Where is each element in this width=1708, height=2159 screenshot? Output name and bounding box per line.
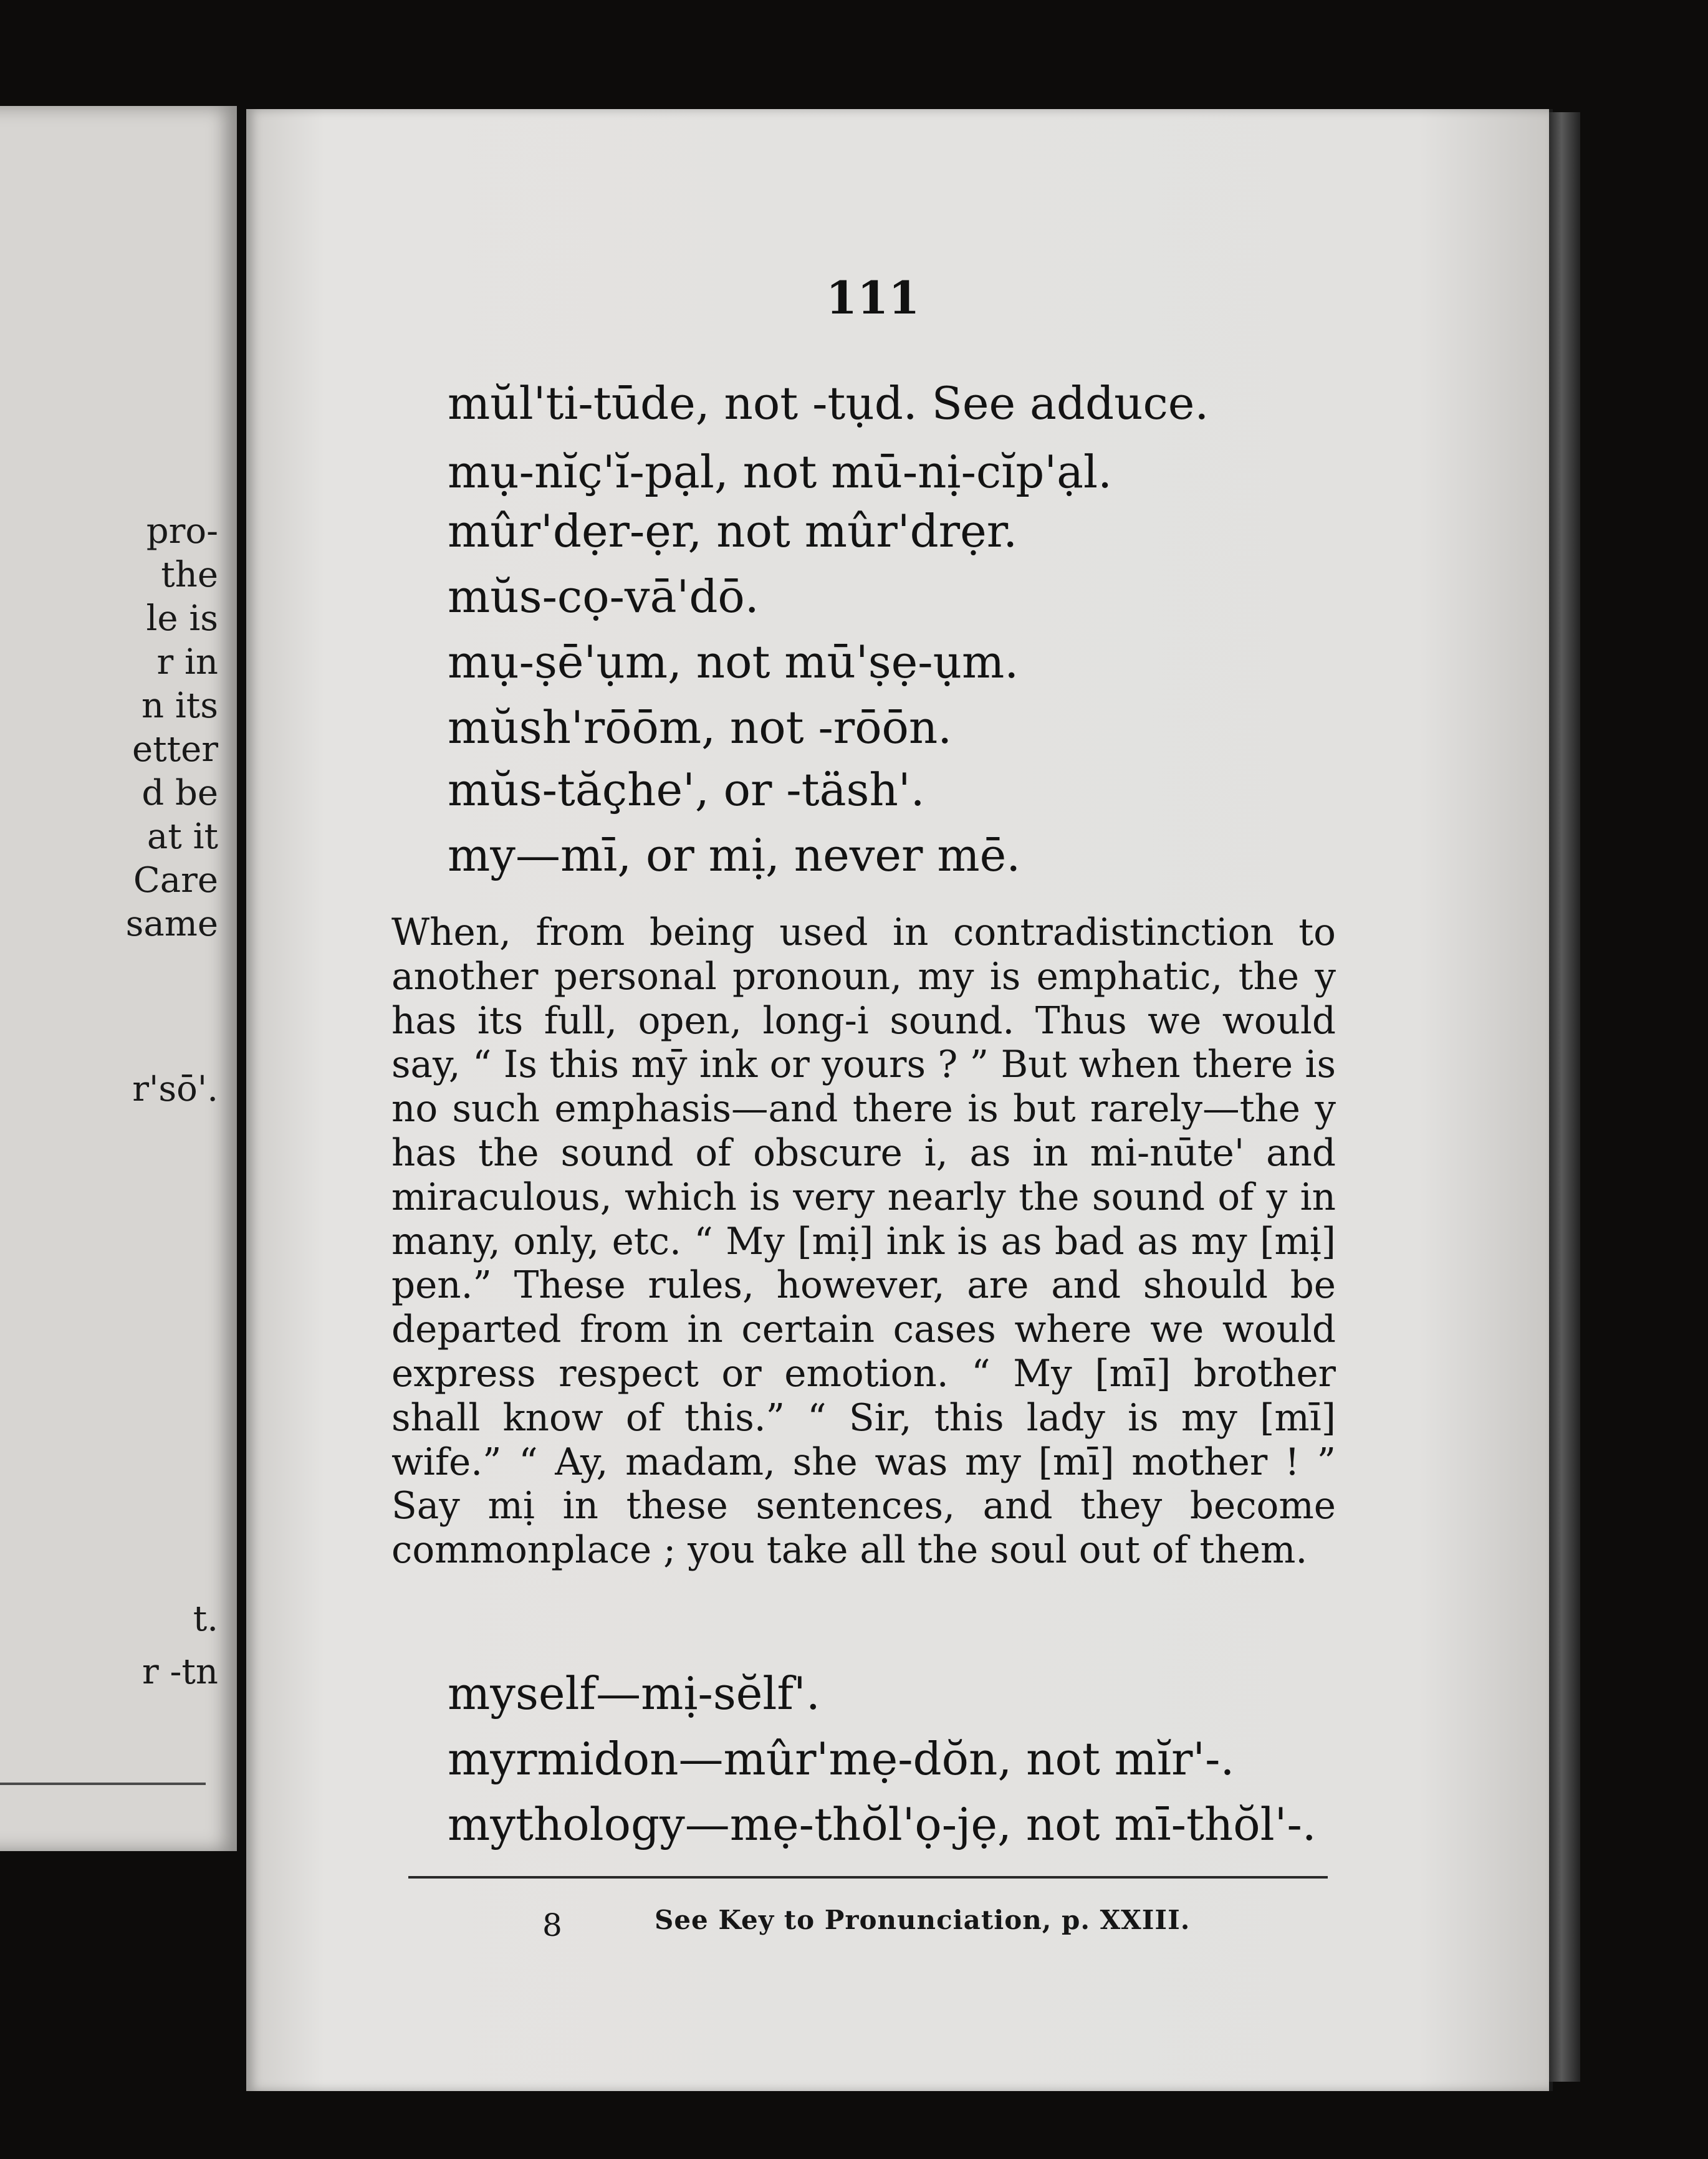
signature-mark: 8 — [542, 1907, 562, 1943]
left-page — [0, 106, 237, 1851]
dictionary-entry: mŭs-cọ-vā'dō. — [448, 570, 759, 623]
book-edge — [1549, 112, 1580, 2082]
left-page-fragment: r in — [156, 642, 218, 682]
left-page-fragment: etter — [132, 729, 218, 770]
dictionary-entry: mŭs-tăçhe', or -täsh'. — [448, 764, 925, 816]
dictionary-entry: myself—mị-sĕlf'. — [448, 1667, 820, 1720]
left-page-fragment: pro- — [146, 511, 218, 552]
left-page-fragment: same — [125, 904, 218, 944]
left-page-fragment: d be — [142, 773, 218, 813]
footer-rule — [408, 1876, 1328, 1879]
left-page-fragment: the — [161, 555, 218, 595]
dictionary-entry: mŭsh'rōōm, not -rōōn. — [448, 701, 952, 754]
dictionary-entry: mûr'dẹr-ẹr, not mûr'drẹr. — [448, 505, 1018, 557]
dictionary-entry: my—mī, or mị, never mē. — [448, 829, 1021, 881]
dictionary-entry: mụ-ṣē'ụm, not mū'ṣẹ-ụm. — [448, 636, 1019, 688]
page-number: 111 — [826, 271, 920, 324]
usage-note: When, from being used in contradistinction to another personal pronoun, my is emphatic, the y has its full, open, long-i sound. Thus we would say, “ Is this mȳ ink or yours ? ” But when there is no such emphasis—and there is but rarely—the y has the sound of obscure i, as in mi-nūte' and miraculous, which is very nearly the sound of y in many, only, etc. “ My [mị] ink is as bad as my [mị] pen.” These rules, however, are and should be departed from in certain cases where we would express respect or emotion. “ My [mī] brother shall know of this.” “ Sir, this lady is my [mī] wife.” “ Ay, madam, she was my [mī] mother ! ” Say mị in these sentences, and they become commonplace ; you take all the soul out of them. — [391, 911, 1336, 1573]
dictionary-entry: mụ-nĭç'ĭ-pạl, not mū-nị-cĭp'ạl. — [448, 446, 1112, 498]
left-page-fragment: Care — [133, 860, 218, 901]
left-page-fragment: t. — [193, 1599, 218, 1639]
dictionary-entry: mŭl'ti-tūde, not -tụd. See adduce. — [448, 377, 1209, 429]
left-page-fragment: n its — [141, 686, 218, 726]
left-page-fragment: at it — [146, 816, 218, 857]
left-page-fragment: r'sō'. — [132, 1069, 218, 1109]
pronunciation-footnote: See Key to Pronunciation, p. XXIII. — [655, 1905, 1191, 1935]
left-page-rule — [0, 1783, 206, 1785]
left-page-fragment: le is — [146, 598, 218, 639]
left-page-fragment: r -tn — [142, 1652, 218, 1692]
dictionary-entry: myrmidon—mûr'mẹ-dŏn, not mĭr'-. — [448, 1733, 1235, 1785]
dictionary-entry: mythology—mẹ-thŏl'ọ-jẹ, not mī-thŏl'-. — [448, 1798, 1317, 1850]
